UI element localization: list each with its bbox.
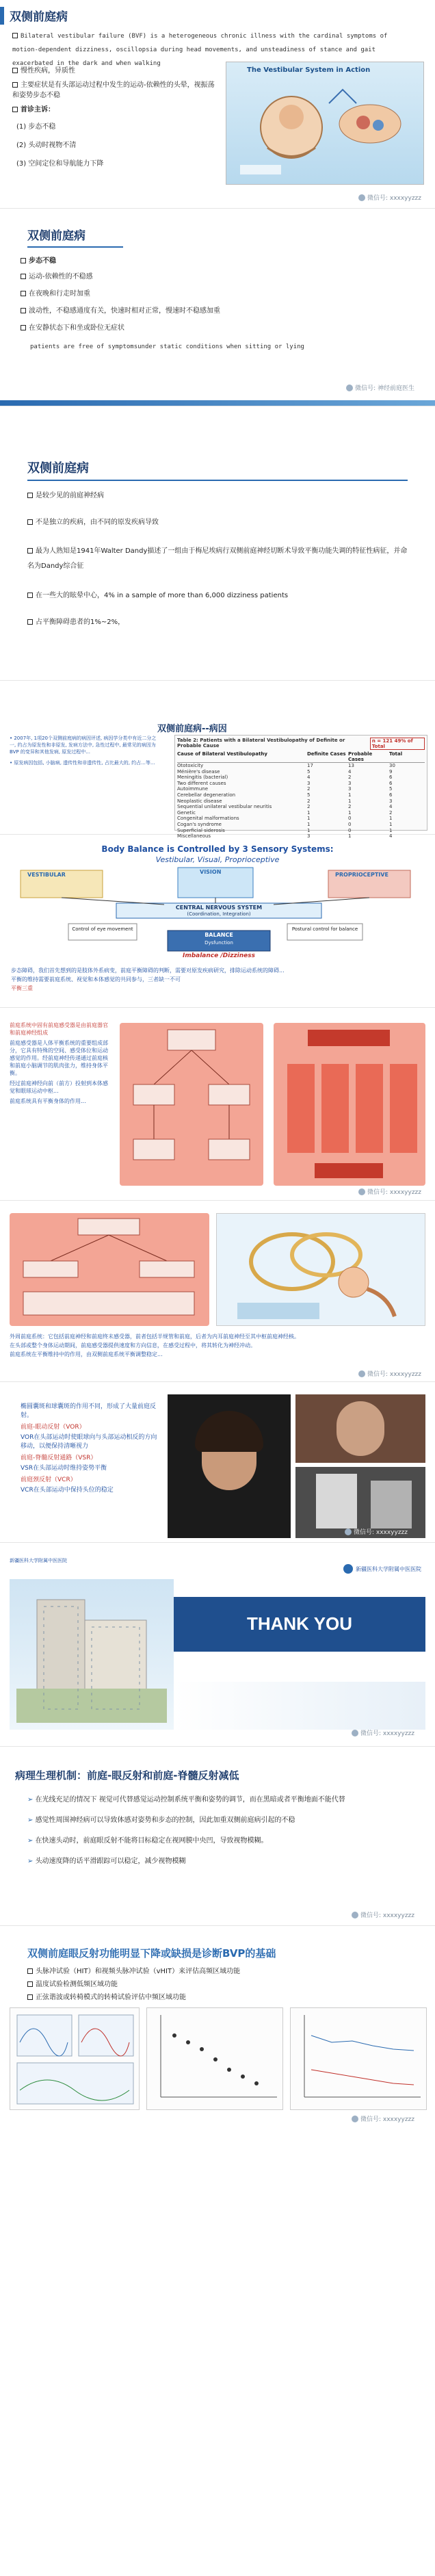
slide-7 bbox=[0, 1208, 435, 1382]
table-row bbox=[177, 792, 425, 798]
wechat-icon bbox=[358, 194, 365, 201]
table-row bbox=[177, 833, 425, 840]
title-band bbox=[10, 5, 68, 25]
notes: 步态障碍，我们首先想到的是肢体外系病变，前庭平衡障碍的判断，需要对原发疾病研究，排除运动系统的障碍... 平衡的维持需要前庭系统、视觉和本体感觉的共同参与，三者缺一不可 平衡三重 bbox=[11, 967, 285, 991]
complaint-item: (3) 空间定位和导航能力下降 bbox=[16, 160, 104, 168]
watermark: 微信号: xxxxyyzzz bbox=[352, 1728, 414, 1737]
left-text: • 2007年, 1项20个双侧前庭病的病因评述, 病因学分类中有近二分之一, 约占为原发性和非原发, 发病方法中, 急性过程中, 最常见的病因为 BVP 的变异和其他发病, 原发过程中... • 原发病因包括, 小脑病, 遗传性和非遗传性, 占比最大的, 约占...等... bbox=[10, 736, 157, 766]
vhit-trace bbox=[10, 2008, 140, 2111]
table-cell: 2 bbox=[348, 775, 352, 781]
table-row bbox=[177, 804, 425, 810]
bullet-list bbox=[12, 66, 218, 169]
table-cell: Sequential unilateral vestibular neuritis bbox=[177, 804, 272, 810]
wechat-icon bbox=[352, 2116, 358, 2122]
table-cell: 1 bbox=[348, 809, 352, 816]
table-cell: 2 bbox=[348, 804, 352, 810]
decor-waves bbox=[174, 1682, 425, 1730]
title-underline bbox=[27, 480, 408, 481]
table-cell: Ménière's disease bbox=[177, 768, 220, 775]
mono-note: patients are free of symptomsunder static conditions when sitting or lying bbox=[30, 343, 304, 350]
table-cell: 3 bbox=[307, 780, 311, 786]
watermark: 微信号: 神经前庭医生 bbox=[346, 383, 414, 392]
bottom-strip bbox=[0, 400, 435, 406]
slide-3 bbox=[0, 448, 435, 681]
table-cell: 2 bbox=[307, 804, 311, 810]
vestibular-schema bbox=[10, 1213, 209, 1326]
building-photo bbox=[10, 1579, 174, 1730]
table-cell: Superficial siderosis bbox=[177, 827, 225, 833]
face-placeholder bbox=[337, 1401, 384, 1456]
table-cell: 0 bbox=[348, 821, 352, 827]
test-figure-3 bbox=[290, 2007, 427, 2110]
checkbox-icon bbox=[27, 519, 33, 525]
slide-title: 双侧前庭病 bbox=[27, 229, 85, 243]
wechat-icon bbox=[358, 1188, 365, 1195]
complaint-item: (1) 步态不稳 bbox=[16, 123, 56, 131]
hospital-logo-icon bbox=[343, 1564, 353, 1574]
bullet-item: 在安静状态下和坐或卧位无症状 bbox=[21, 323, 404, 333]
bullet-item: 主要症状是有头部运动过程中发生的运动-依赖性的头晕，视振荡和姿势步态不稳 bbox=[12, 81, 215, 99]
header-text: 新疆医科大学附属中医医院 bbox=[10, 1558, 67, 1563]
checkbox-icon bbox=[12, 82, 18, 88]
slide-10 bbox=[0, 1758, 435, 1926]
table-cell: 1 bbox=[348, 792, 352, 798]
anatomy-panel-1 bbox=[10, 1213, 209, 1326]
table-cell: 1 bbox=[348, 833, 352, 840]
table-header-row: Cause of Bilateral Vestibulopathy Definite Cases Probable Cases Total bbox=[177, 751, 425, 763]
checkbox-icon bbox=[27, 493, 33, 498]
checkbox-icon bbox=[12, 33, 18, 38]
table-cell: 2 bbox=[307, 798, 311, 804]
table-cell: 6 bbox=[389, 775, 393, 781]
bullet-item: 首诊主诉： bbox=[12, 105, 218, 115]
arrow-icon: ➢ bbox=[27, 1858, 36, 1865]
content bbox=[27, 491, 410, 627]
checkbox-icon bbox=[21, 291, 26, 296]
table-row bbox=[177, 786, 425, 792]
wechat-icon bbox=[345, 1528, 352, 1535]
checkbox-icon bbox=[27, 619, 33, 625]
label-balance: BALANCE bbox=[205, 932, 233, 938]
wechat-icon bbox=[358, 1370, 365, 1377]
bullet-item: 不是独立的疾病，由不同的原发疾病导致 bbox=[27, 517, 410, 528]
table-cell: 1 bbox=[307, 821, 311, 827]
table-cell: Neoplastic disease bbox=[177, 798, 222, 804]
wechat-icon bbox=[346, 385, 353, 391]
table-row bbox=[177, 775, 425, 781]
slide-9 bbox=[0, 1552, 435, 1747]
table-cell: 2 bbox=[307, 786, 311, 792]
building-illustration bbox=[10, 1579, 174, 1730]
intro-mono: Bilateral vestibular failure (BVF) is a heterogeneous chronic illness with the cardinal symptoms of motion-dependent dizziness, oscillopsia during head movements, and unsteadiness of stance and gait exacerbated in the dark and when walking bbox=[12, 33, 388, 67]
diagram-subtitle: Vestibular, Visual, Proprioceptive bbox=[155, 855, 280, 864]
slide-title: 病理生理机制：前庭-眼反射和前庭-脊髓反射减低 bbox=[15, 1769, 239, 1782]
diagram-title: Body Balance is Controlled by 3 Sensory Systems: bbox=[101, 844, 334, 854]
label-eye: Control of eye movement bbox=[72, 926, 133, 932]
table-row bbox=[177, 798, 425, 805]
cause-table bbox=[174, 735, 427, 840]
label-postural: Postural control for balance bbox=[291, 926, 358, 932]
table-row bbox=[177, 822, 425, 828]
bullet-item: 温度试验检测低频区域功能 bbox=[27, 1979, 410, 1990]
bullet-item: ➢ 在光线充足的情况下 视觉可代替感觉运动控制系统平衡和姿势的调节，而在黑暗或者平衡地面不能代替 bbox=[27, 1796, 345, 1804]
table-cell: 5 bbox=[307, 768, 311, 775]
bullet-item: 在一些大的眩晕中心，4% in a sample of more than 6,000 dizziness patients bbox=[27, 590, 410, 601]
table-cell: Cerebellar degeneration bbox=[177, 792, 236, 798]
table-row bbox=[177, 816, 425, 822]
slide-title: 双侧前庭病 bbox=[10, 10, 68, 24]
table-row bbox=[177, 763, 425, 769]
table-cell: 30 bbox=[389, 763, 395, 768]
content bbox=[21, 256, 404, 352]
slide-1 bbox=[0, 0, 435, 209]
table-cell: Genetic bbox=[177, 809, 196, 816]
label-dysfunction: Dysfunction bbox=[205, 940, 233, 946]
rotation-trace bbox=[291, 2008, 427, 2111]
slide-11 bbox=[0, 1939, 435, 2576]
bullet-item: 是较少见的前庭神经病 bbox=[27, 491, 410, 501]
table-cell: 3 bbox=[307, 833, 311, 840]
table-cell: 1 bbox=[389, 827, 393, 833]
title-band bbox=[27, 458, 89, 477]
wechat-icon bbox=[352, 1912, 358, 1918]
section-header: 步态不稳 bbox=[21, 256, 404, 266]
bullet-list bbox=[27, 1794, 410, 1868]
table-cell: 3 bbox=[389, 798, 393, 804]
inner-ear-illustration bbox=[217, 1214, 426, 1327]
slide-5 bbox=[0, 840, 435, 1008]
watermark: 微信号: xxxxyyzzz bbox=[352, 2114, 414, 2123]
checkbox-icon bbox=[21, 308, 26, 313]
table-cell: Miscellaneous bbox=[177, 833, 211, 840]
left-text: 前庭系统中固有前庭感受器是由前庭器官和前庭神经组成 前庭感受器是人体平衡系统的重要组成部分，它具有特殊的空间、感受体位和运动感觉的作用。经前庭神经传递通过前庭核和前庭小脑调节的肌肉张力，维持身体平衡。 经过前庭神经向前（前方）投射到本体感觉和眼球运动中枢... 前庭系统具有平衡身体的作用... bbox=[10, 1022, 108, 1104]
watermark: 微信号: xxxxyyzzz bbox=[345, 1527, 408, 1536]
slide-4 bbox=[0, 718, 435, 840]
watermark: 微信号: xxxxyyzzz bbox=[358, 1369, 421, 1378]
thank-you-banner bbox=[174, 1597, 425, 1652]
table-cell: Congenital malformations bbox=[177, 816, 239, 822]
test-figure-2 bbox=[146, 2007, 283, 2110]
table-cell: Cogan's syndrome bbox=[177, 821, 222, 827]
label-imbalance: Imbalance /Dizziness bbox=[182, 952, 255, 959]
watermark: 微信号: xxxxyyzzz bbox=[358, 1187, 421, 1196]
bullet-list bbox=[27, 1966, 410, 2003]
table-cell: 9 bbox=[389, 768, 393, 775]
table-cell: 0 bbox=[348, 816, 352, 822]
label-vestibular: VESTIBULAR bbox=[27, 872, 66, 878]
table-cell: 1 bbox=[307, 827, 311, 833]
bullet-item: 慢性疾病，异质性 bbox=[12, 66, 218, 76]
table-cell: 4 bbox=[348, 768, 352, 775]
checkbox-icon bbox=[21, 274, 26, 279]
logo: 新疆医科大学附属中医医院 bbox=[343, 1564, 421, 1574]
figure-placeholder bbox=[316, 1474, 357, 1528]
watermark: 微信号: xxxxyyzzz bbox=[352, 1910, 414, 1919]
checkbox-icon bbox=[12, 68, 18, 73]
checkbox-icon bbox=[21, 258, 26, 263]
slide-title: 双侧前庭病--病因 bbox=[157, 724, 227, 734]
complaint-item: (2) 头动时视物不清 bbox=[16, 142, 77, 149]
checkbox-icon bbox=[27, 1968, 33, 1974]
checkbox-icon bbox=[27, 1981, 33, 1987]
checkbox-icon bbox=[27, 1994, 33, 2000]
table-cell: Meningitis (bacterial) bbox=[177, 775, 228, 781]
video-frame-2 bbox=[295, 1394, 425, 1463]
checkbox-icon bbox=[21, 325, 26, 330]
table-cell: 1 bbox=[389, 821, 393, 827]
slide-title: 双侧前庭眼反射功能明显下降或缺损是诊断BVP的基础 bbox=[27, 1947, 276, 1960]
table-cell: 1 bbox=[389, 816, 393, 822]
table-cell: Autoimmune bbox=[177, 786, 209, 792]
slide-title: 双侧前庭病 bbox=[27, 461, 89, 476]
caloric-trace bbox=[147, 2008, 284, 2111]
slide-2 bbox=[0, 213, 435, 406]
table-cell: 5 bbox=[389, 786, 393, 792]
table-cell: 4 bbox=[307, 775, 311, 781]
table-cell: 4 bbox=[389, 833, 393, 840]
table-cell: 3 bbox=[348, 786, 352, 792]
table-cell: 4 bbox=[389, 804, 393, 810]
checkbox-icon bbox=[27, 548, 33, 554]
thank-you-text: THANK YOU bbox=[246, 1613, 353, 1634]
notes: 外周前庭系统：它包括前庭神经和前庭终末感受器，前者包括半规管和前庭，后者为内耳前庭神经至其中枢前庭神经核。 在头部或整个身体运动期间，前庭感受器提供速度和方向信息，在感受过程中，将其转化为神经冲动。 前庭系统在平衡维持中的作用，由双侧前庭系统平衡调整稳定... bbox=[10, 1333, 300, 1357]
bullet-item: 波动性，不稳感通度有关，快速时相对正常，慢速时不稳感加重 bbox=[21, 306, 404, 316]
diagram-panel-2 bbox=[274, 1023, 425, 1186]
table-cell: 1 bbox=[307, 816, 311, 822]
vestibular-illustration bbox=[226, 62, 425, 185]
slide-8 bbox=[0, 1389, 435, 1543]
vestibular-image bbox=[226, 62, 424, 185]
table-cell: 17 bbox=[307, 763, 313, 768]
video-frame bbox=[168, 1394, 291, 1538]
label-cns-sub: (Coordination, Integration) bbox=[187, 911, 251, 917]
table-cell: 1 bbox=[307, 809, 311, 816]
bullet-item: ➢ 在快速头动时，前庭眼反射不能将目标稳定在视网膜中央凹，导致视物模糊。 bbox=[27, 1837, 268, 1845]
table-cell: 13 bbox=[348, 763, 354, 768]
title-accent bbox=[0, 7, 4, 25]
arrow-icon: ➢ bbox=[27, 1796, 36, 1804]
image-caption: The Vestibular System in Action bbox=[247, 66, 371, 74]
label-cns: CENTRAL NERVOUS SYSTEM bbox=[175, 905, 263, 911]
diagram-panel-1 bbox=[120, 1023, 263, 1186]
bullet-item: ➢ 感觉性周围神经病可以导致体感对姿势和步态的控制，因此加重双侧前庭病引起的不稳 bbox=[27, 1817, 295, 1824]
table-row bbox=[177, 769, 425, 775]
wechat-icon bbox=[352, 1730, 358, 1736]
title-band bbox=[27, 224, 85, 244]
table-cell: Two different causes bbox=[177, 780, 226, 786]
watermark: 微信号: xxxxyyzzz bbox=[358, 193, 421, 202]
label-vision: VISION bbox=[200, 869, 222, 875]
bullet-item: 运动-依赖性的不稳感 bbox=[21, 272, 404, 282]
reflex-diagram bbox=[274, 1023, 425, 1186]
figure-placeholder bbox=[371, 1481, 412, 1528]
checkbox-icon bbox=[12, 107, 18, 112]
title-underline bbox=[27, 246, 123, 248]
table-cell: 6 bbox=[389, 792, 393, 798]
arrow-icon: ➢ bbox=[27, 1817, 36, 1824]
table-row bbox=[177, 781, 425, 787]
table-cell: 1 bbox=[348, 798, 352, 804]
table-cell: 6 bbox=[389, 780, 393, 786]
checkbox-icon bbox=[27, 593, 33, 598]
table-cell: Ototoxicity bbox=[177, 763, 204, 768]
test-figure-1 bbox=[10, 2007, 140, 2110]
table-body bbox=[177, 763, 425, 840]
left-text: 椭圆囊斑和球囊斑的作用不同，形成了大量前庭反射。 前庭-眼动反射（VOR） VOR在头部运动时使眼球向与头部运动相反的方向移动，以便保持清晰视力 前庭-脊髓反射通路（VSR） VSR在头部运动时维持姿势平衡 前庭颈反射（VCR） VCR在头部运动中保持头位的稳定 bbox=[21, 1403, 157, 1494]
bullet-item: 在夜晚和行走时加重 bbox=[21, 289, 404, 299]
bullet-item: 头脉冲试验（HIT）和视频头脉冲试验（vHIT）来评估高频区域功能 bbox=[27, 1966, 410, 1977]
hair-placeholder bbox=[195, 1411, 263, 1452]
table-row bbox=[177, 828, 425, 834]
arrow-icon: ➢ bbox=[27, 1837, 36, 1845]
reflex-diagram bbox=[120, 1023, 263, 1186]
table-cell: 5 bbox=[307, 792, 311, 798]
bullet-item: 正弦谐波或转椅模式的转椅试验评估中频区域功能 bbox=[27, 1992, 410, 2003]
label-proprioceptive: PROPRIOCEPTIVE bbox=[335, 872, 388, 878]
table-row bbox=[177, 810, 425, 816]
bullet-item: ➢ 头动速度降的话平滑跟踪可以稳定，减少视物模糊 bbox=[27, 1858, 186, 1865]
table-title: Table 2: Patients with a Bilateral Vestibulopathy of Definite or Probable Cause n = 121 49% of Total bbox=[177, 738, 425, 750]
bullet-item: 占平衡障碍患者的1%~2%， bbox=[27, 617, 410, 627]
table-cell: 3 bbox=[348, 780, 352, 786]
slide-6 bbox=[0, 1015, 435, 1201]
table-cell: 2 bbox=[389, 809, 393, 816]
anatomy-panel-2 bbox=[216, 1213, 425, 1326]
bullet-item: 最为人熟知是1941年Walter Dandy描述了一组由于梅尼埃病行双侧前庭神经切断术导致平衡功能失调的特征性病征，并命名为Dandy综合征 bbox=[27, 547, 408, 570]
table-cell: 0 bbox=[348, 827, 352, 833]
